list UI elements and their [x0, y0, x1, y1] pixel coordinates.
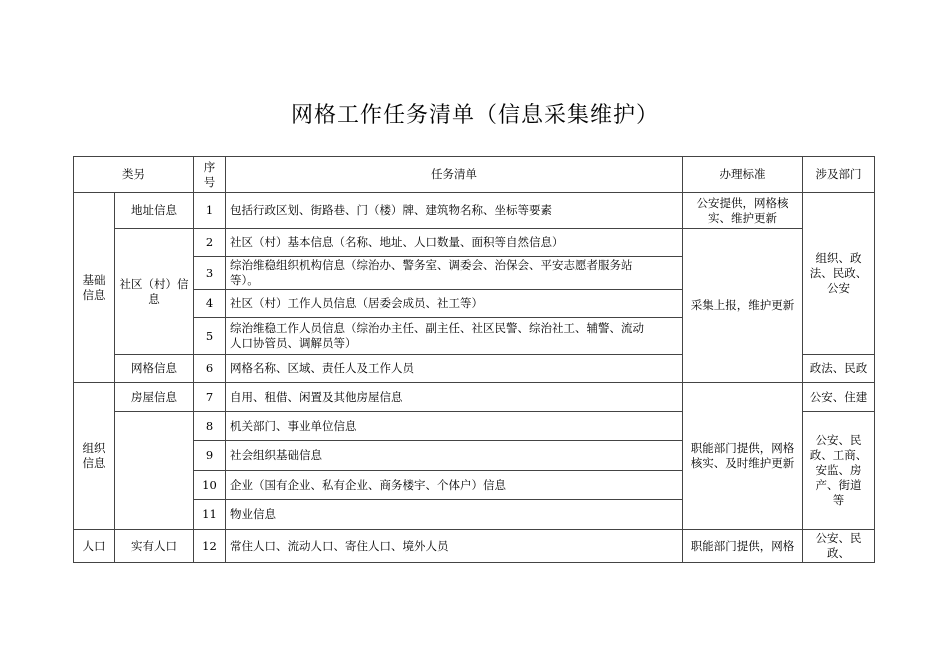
group-basic-info: 基础 信息: [74, 193, 115, 383]
seq-cell: 11: [194, 500, 226, 530]
dept-cell: 组织、政 法、民政、 公安: [803, 193, 875, 355]
standard-cell: 职能部门提供，网格: [683, 530, 803, 563]
seq-cell: 9: [194, 441, 226, 471]
header-standard: 办理标准: [683, 157, 803, 193]
seq-cell: 7: [194, 383, 226, 412]
sub-resident-population: 实有人口: [115, 530, 194, 563]
table-row: [74, 530, 875, 563]
header-category: 类另: [74, 157, 194, 193]
dept-cell: 公安、民 政、工商、 安监、房 产、街道 等: [803, 412, 875, 530]
task-cell: 包括行政区划、街路巷、门（楼）牌、建筑物名称、坐标等要素: [226, 193, 683, 229]
standard-cell: 职能部门提供，网格 核实、及时维护更新: [683, 383, 803, 530]
task-cell: 常住人口、流动人口、寄住人口、境外人员: [226, 530, 683, 563]
header-task: 任务清单: [226, 157, 683, 193]
standard-cell: 公安提供，网格核 实、维护更新: [683, 193, 803, 229]
task-cell: 社区（村）基本信息（名称、地址、人口数量、面积等自然信息）: [226, 229, 683, 257]
document-title: 网格工作任务清单（信息采集维护）: [290, 103, 659, 128]
task-cell: 综治维稳组织机构信息（综治办、警务室、调委会、治保会、平安志愿者服务站 等）。: [226, 257, 683, 290]
seq-cell: 3: [194, 257, 226, 290]
seq-cell: 4: [194, 290, 226, 318]
seq-cell: 1: [194, 193, 226, 229]
task-cell: 机关部门、事业单位信息: [226, 412, 683, 441]
sub-blank-cell: [115, 412, 194, 530]
header-row: [74, 157, 875, 193]
task-cell: 综治维稳工作人员信息（综治办主任、副主任、社区民警、综治社工、辅警、流动 人口协管员、调解员等）: [226, 318, 683, 355]
sub-address-info: 地址信息: [115, 193, 194, 229]
sub-grid-info: 网格信息: [115, 355, 194, 383]
header-dept: 涉及部门: [803, 157, 875, 193]
task-table: [73, 156, 875, 563]
task-cell: 网格名称、区域、责任人及工作人员: [226, 355, 683, 383]
seq-cell: 6: [194, 355, 226, 383]
table-row: [74, 193, 875, 229]
task-cell: 物业信息: [226, 500, 683, 530]
dept-cell: 政法、民政: [803, 355, 875, 383]
seq-cell: 12: [194, 530, 226, 563]
seq-cell: 8: [194, 412, 226, 441]
standard-cell: 采集上报，维护更新: [683, 229, 803, 383]
table-row: [74, 383, 875, 412]
group-org-info: 组织 信息: [74, 383, 115, 530]
task-cell: 社区（村）工作人员信息（居委会成员、社工等）: [226, 290, 683, 318]
dept-cell: 公安、民 政、: [803, 530, 875, 563]
sub-housing-info: 房屋信息: [115, 383, 194, 412]
seq-cell: 2: [194, 229, 226, 257]
header-seq: 序 号: [194, 157, 226, 193]
dept-cell: 公安、住建: [803, 383, 875, 412]
task-cell: 自用、租借、闲置及其他房屋信息: [226, 383, 683, 412]
task-cell: 社会组织基础信息: [226, 441, 683, 471]
sub-community-info: 社区（村）信 息: [115, 229, 194, 355]
table-row: [74, 229, 875, 257]
task-cell: 企业（国有企业、私有企业、商务楼宇、个体户）信息: [226, 471, 683, 500]
group-population: 人口: [74, 530, 115, 563]
seq-cell: 10: [194, 471, 226, 500]
seq-cell: 5: [194, 318, 226, 355]
